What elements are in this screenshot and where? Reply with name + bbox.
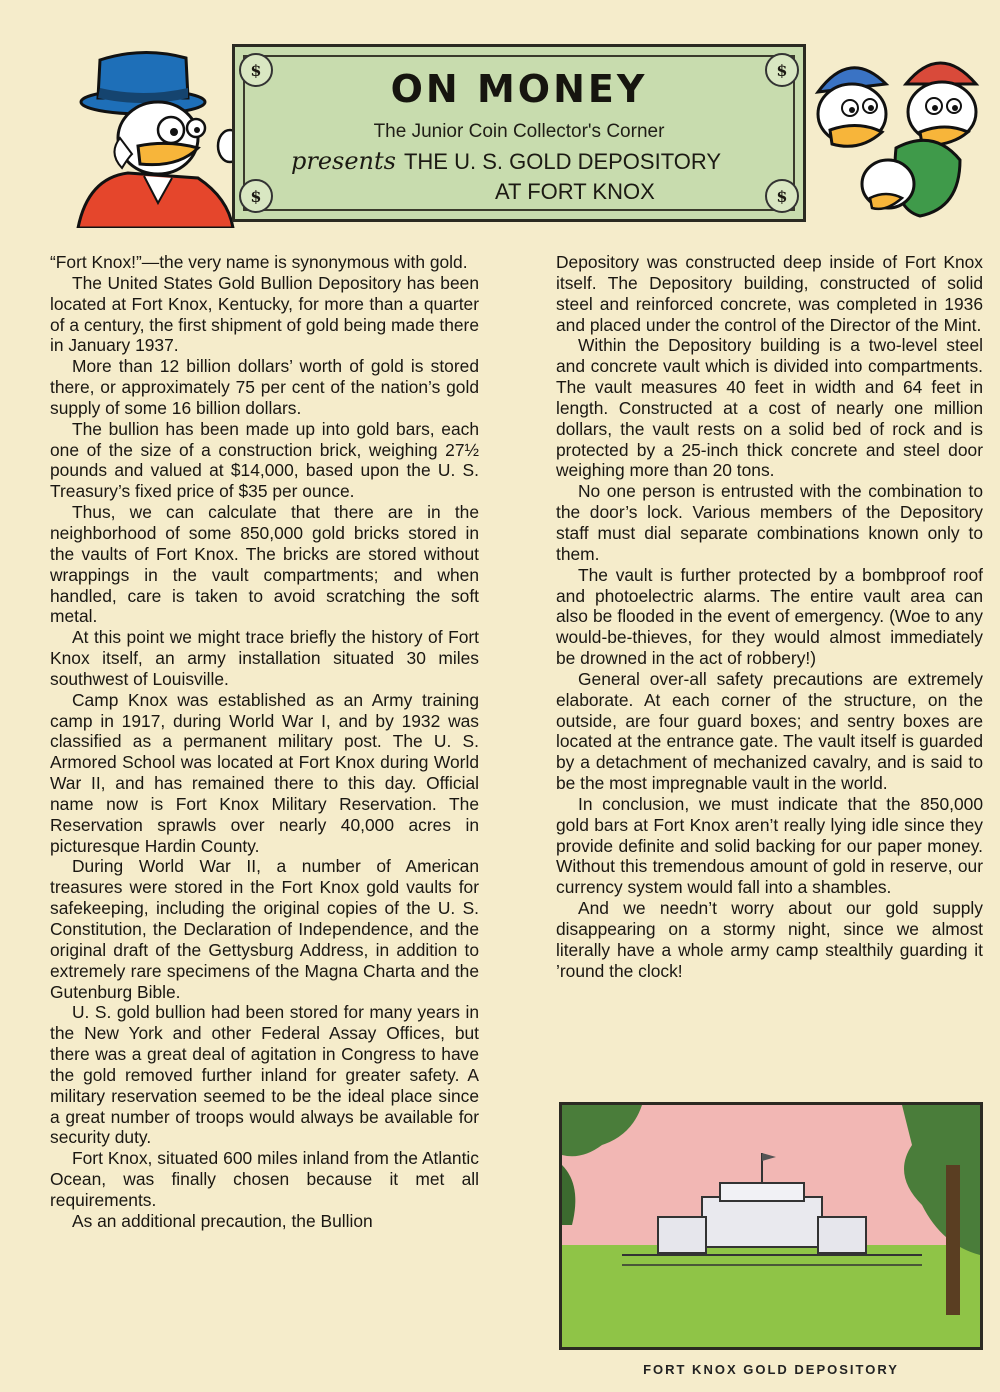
scrooge-mcduck-illustration	[48, 28, 248, 228]
paragraph: As an additional precaution, the Bullion	[72, 1210, 373, 1231]
topic-line1: THE U. S. GOLD DEPOSITORY	[403, 149, 722, 174]
topic-heading-line1	[291, 147, 791, 175]
paragraph: And we needn’t worry about our gold supply disappearing on a stormy night, since we almost literally have a whole army camp stealthily guarding it ’round the clock!	[556, 898, 983, 981]
dollar-sign-icon: $	[765, 53, 799, 87]
paragraph: Depository was constructed deep inside of Fort Knox itself. The Depository building, constructed of solid steel and reinforced concrete, was completed in 1936 and placed under the control of the Director of the Mint.	[556, 252, 983, 335]
fort-knox-illustration	[559, 1102, 983, 1350]
dollar-sign-icon: $	[765, 179, 799, 213]
presents-script: presents	[291, 147, 396, 175]
header-banner	[232, 44, 806, 222]
paragraph: More than 12 billion dollars’ worth of gold is stored there, or approximately 75 per cent of the nation’s gold supply of some 16 billion dollars.	[50, 356, 479, 418]
paragraph: Thus, we can calculate that there are in the neighborhood of some 850,000 gold bricks stored in the vaults of Fort Knox. The bricks are stored without wrappings in the vault compartments; and when handled, care is taken to avoid scratching the soft metal.	[50, 502, 479, 627]
paragraph: U. S. gold bullion had been stored for many years in the New York and other Federal Assay Offices, but there was a great deal of agitation in Congress to have the gold removed further inland for greater safety. A military reservation seemed to be the ideal place since a great number of troops would always be available for security duty.	[50, 1002, 479, 1148]
topic-line2: AT FORT KNOX	[495, 179, 655, 204]
page-title: ON MONEY	[390, 67, 648, 111]
dollar-sign-icon: $	[239, 179, 273, 213]
paragraph: Within the Depository building is a two-level steel and concrete vault which is divided into compartments. The vault measures 40 feet in width and 64 feet in length. Constructed at a cost of nearly one million dollars, the vault rests on a solid bed of rock and is protected by a 25-inch thick concrete and steel door weighing more than 20 tons.	[556, 335, 983, 481]
depository-drawing	[562, 1105, 980, 1347]
article-right-column	[556, 252, 983, 982]
paragraph: In conclusion, we must indicate that the 850,000 gold bars at Fort Knox aren’t really lying idle since they provide definite and solid backing for our paper money. Without this tremendous amount of gold in reserve, our currency system would fall into a shambles.	[556, 793, 983, 898]
dollar-sign-icon: $	[239, 53, 273, 87]
paragraph: During World War II, a number of American treasures were stored in the Fort Knox gold vaults for safekeeping, including the original copies of the U. S. Constitution, the Declaration of Independence, and the original draft of the Gettysburg Address, in addition to extremely rare specimens of the Magna Charta and the Gutenburg Bible.	[50, 856, 479, 1002]
paragraph: The United States Gold Bullion Depository has been located at Fort Knox, Kentucky, for more than a quarter of a century, the first shipment of gold being made there in January 1937.	[50, 272, 479, 356]
paragraph: The bullion has been made up into gold bars, each one of the size of a construction brick, weighing 27½ pounds and valued at $14,000, based upon the U. S. Treasury’s fixed price of $35 per ounce.	[50, 418, 479, 502]
page-subtitle: The Junior Coin Collector's Corner	[373, 121, 665, 142]
paragraph: General over-all safety precautions are extremely elaborate. At each corner of the structure, on the outside, are four guard boxes; and sentry boxes are located at the entrance gate. The vault itself is guarded by a detachment of mechanized cavalry, and is said to be the most impregnable vault in the world.	[556, 668, 983, 794]
paragraph: “Fort Knox!”—the very name is synonymous with gold.	[50, 252, 468, 272]
nephews-illustration	[810, 48, 990, 218]
article-left-column	[50, 252, 479, 1232]
paragraph: Camp Knox was established as an Army training camp in 1917, during World War I, and by 1932 was classified as a permanent military post. The U. S. Armored School was located at Fort Knox during World War II, and has remained there to this day. Official name now is Fort Knox Military Reservation. The Reservation sprawls over nearly 40,000 acres in picturesque Hardin County.	[50, 689, 479, 856]
paragraph: The vault is further protected by a bombproof roof and photoelectric alarms. The entire vault area can also be flooded in the event of emergency. (Woe to any would-be-thieves, for they would almost immediately be drowned in the act of robbery!)	[556, 564, 983, 669]
paragraph: At this point we might trace briefly the history of Fort Knox itself, an army installation situated 30 miles southwest of Louisville.	[50, 627, 479, 689]
paragraph: Fort Knox, situated 600 miles inland from the Atlantic Ocean, was finally chosen because it met all requirements.	[50, 1148, 479, 1210]
illustration-caption: FORT KNOX GOLD DEPOSITORY	[643, 1362, 899, 1377]
paragraph: No one person is entrusted with the combination to the door’s lock. Various members of the Depository staff must dial separate combinations known only to them.	[556, 481, 983, 564]
